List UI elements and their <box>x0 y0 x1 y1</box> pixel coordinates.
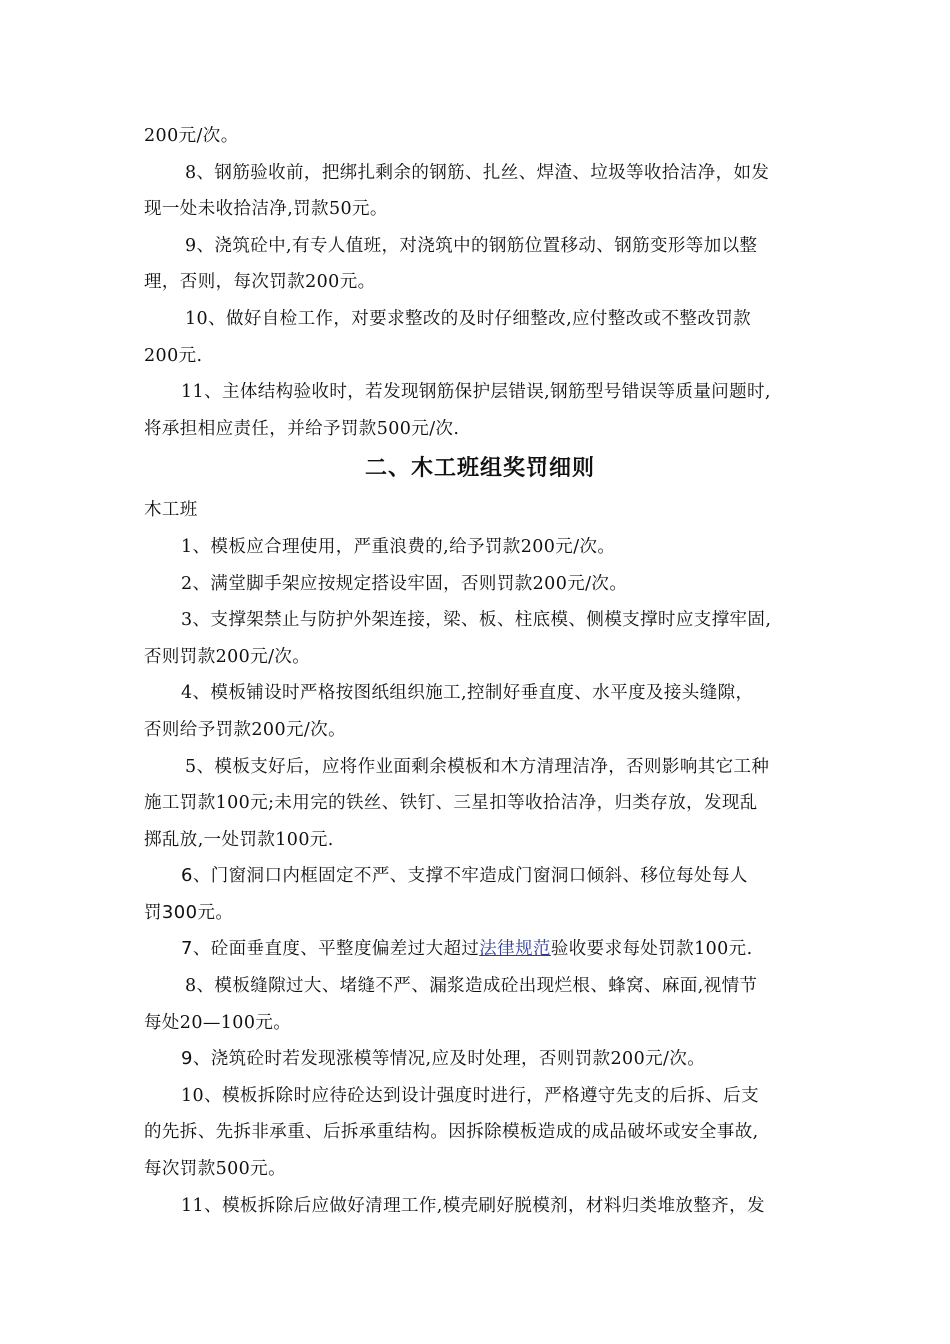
body-line: 现一处未收拾洁净,罚款50元。 <box>144 199 388 220</box>
body-line: 的先拆、先拆非承重、后拆承重结构。因拆除模板造成的成品破坏或安全事故, <box>144 1122 759 1143</box>
rule-steel-8: 8、钢筋验收前，把绑扎剩余的钢筋、扎丝、焊渣、垃圾等收拾洁净，如发 <box>185 162 770 183</box>
body-line: 200元. <box>144 345 203 366</box>
rule-carpentry-10: 10、模板拆除时应待砼达到设计强度时进行，严格遵守先支的后拆、后支 <box>181 1085 759 1106</box>
body-line: 掷乱放,一处罚款100元. <box>144 829 334 850</box>
item-number: 9 <box>181 1048 193 1070</box>
rule-carpentry-2: 2、满堂脚手架应按规定搭设牢固，否则罚款200元/次。 <box>181 573 628 594</box>
rule-steel-11: 11、主体结构验收时，若发现钢筋保护层错误,钢筋型号错误等质量问题时, <box>181 382 771 403</box>
rule-carpentry-3: 3、支撑架禁止与防护外架连接，梁、板、柱底模、侧模支撑时应支撑牢固, <box>181 610 772 631</box>
body-line: 理，否则，每次罚款200元。 <box>144 272 376 293</box>
item-number: 6 <box>181 865 193 887</box>
rule-carpentry-5: 5、模板支好后，应将作业面剩余模板和木方清理洁净，否则影响其它工种 <box>185 756 770 777</box>
rule-carpentry-7 <box>144 931 816 968</box>
rule-steel-9: 9、浇筑砼中,有专人值班，对浇筑中的钢筋位置移动、钢筋变形等加以整 <box>185 235 758 256</box>
item-number: 7 <box>181 938 193 960</box>
body-line <box>144 895 816 932</box>
body-line: 否则罚款200元/次。 <box>144 646 311 667</box>
rule-carpentry-4: 4、模板铺设时严格按图纸组织施工,控制好垂直度、水平度及接头缝隙， <box>181 683 754 704</box>
body-line: 每处20—100元。 <box>144 1012 292 1033</box>
rule-steel-10: 10、做好自检工作，对要求整改的及时仔细整改,应付整改或不整改罚款 <box>185 308 752 329</box>
item-text: 、门窗洞口内框固定不严、支撑不牢造成门窗洞口倾斜、移位每处每人 <box>192 866 748 887</box>
document-page <box>144 118 816 1224</box>
body-line: 200元/次。 <box>144 126 239 146</box>
section-heading: 二、木工班组奖罚细则 <box>364 456 595 482</box>
penalty-amount: 300 <box>161 901 198 923</box>
item-text: 元。 <box>197 902 234 923</box>
rule-carpentry-1: 1、模板应合理使用，严重浪费的,给予罚款200元/次。 <box>181 536 616 557</box>
body-line: 每次罚款500元。 <box>144 1159 287 1180</box>
rule-carpentry-6 <box>144 858 816 895</box>
law-standards-link[interactable]: 法律规范 <box>479 939 551 960</box>
body-line: 将承担相应责任，并给予罚款500元/次. <box>144 418 460 439</box>
rule-carpentry-9 <box>144 1041 816 1078</box>
item-text: 、砼面垂直度、平整度偏差过大超过 <box>192 939 480 960</box>
subheading: 木工班 <box>144 500 198 521</box>
rule-carpentry-8: 8、模板缝隙过大、堵缝不严、漏浆造成砼出现烂根、蜂窝、麻面,视情节 <box>185 976 758 997</box>
body-line: 施工罚款100元;未用完的铁丝、铁钉、三星扣等收拾洁净，归类存放，发现乱 <box>144 793 758 814</box>
item-text: 罚 <box>144 902 162 923</box>
item-text: 验收要求每处罚款100元. <box>550 939 753 960</box>
item-text: 、浇筑砼时若发现涨模等情况,应及时处理，否则罚款200元/次。 <box>192 1049 706 1070</box>
rule-carpentry-11: 11、模板拆除后应做好清理工作,模壳刷好脱模剂，材料归类堆放整齐，发 <box>181 1195 765 1216</box>
body-line: 否则给予罚款200元/次。 <box>144 719 346 740</box>
